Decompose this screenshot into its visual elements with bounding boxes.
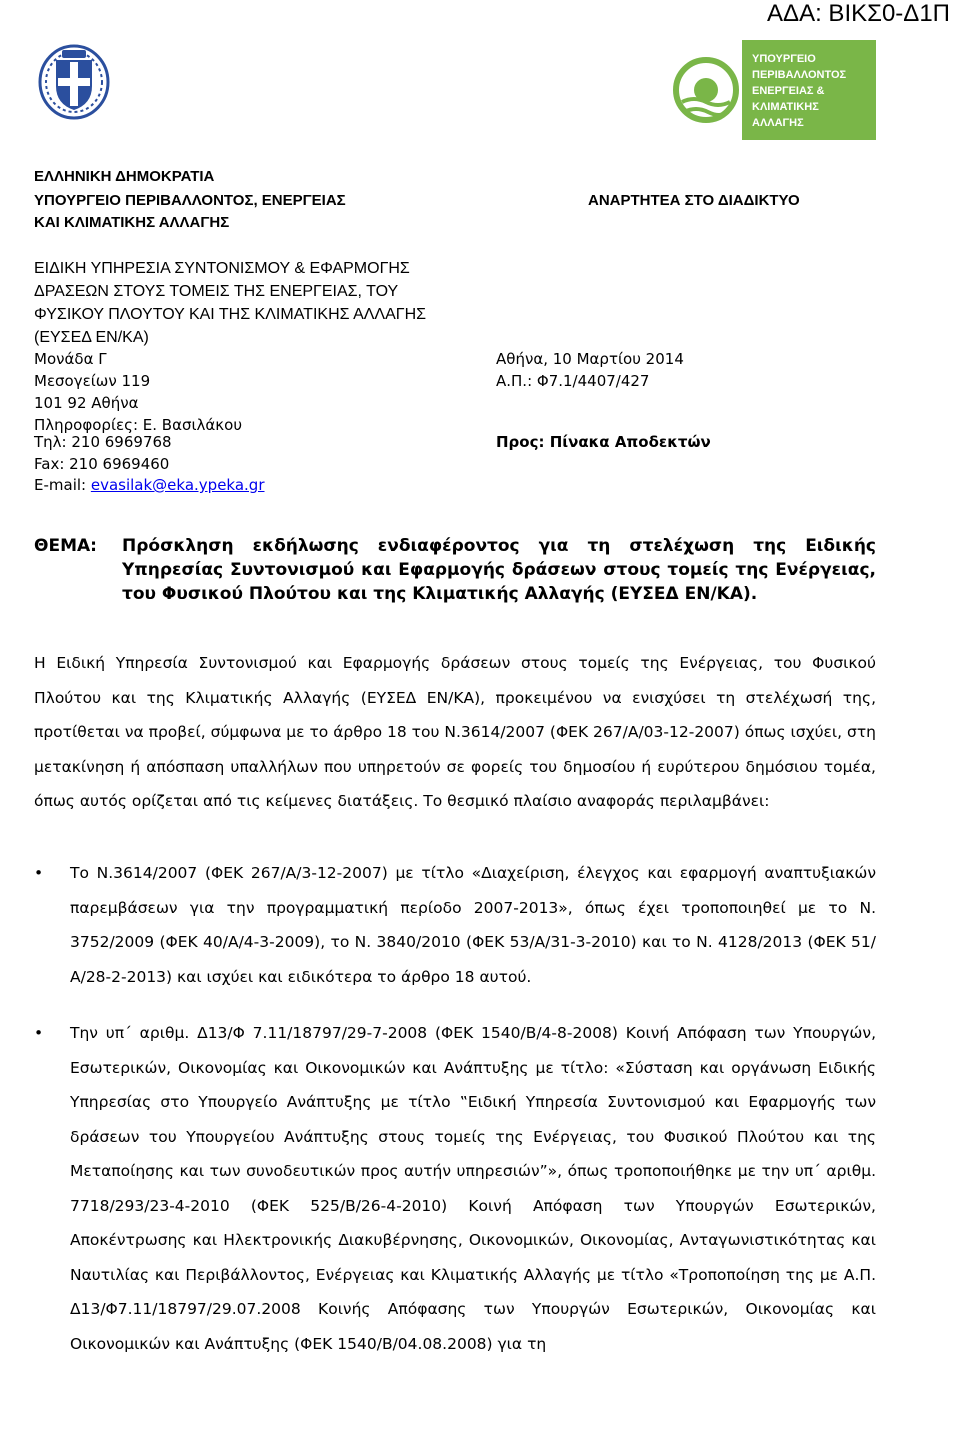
ministry-logo-line: ΠΕΡΙΒΑΛΛΟΝΤΟΣ xyxy=(752,69,847,81)
service-line-2: ΔΡΑΣΕΩΝ ΣΤΟΥΣ ΤΟΜΕΙΣ ΤΗΣ ΕΝΕΡΓΕΙΑΣ, ΤΟΥ xyxy=(34,283,399,300)
subject-label: ΘΕΜΑ: xyxy=(34,536,97,556)
address-city: 101 92 Αθήνα xyxy=(34,394,139,412)
ministry-logo-line: ΥΠΟΥΡΓΕΙΟ xyxy=(752,53,816,65)
ministry-logo-line: ΕΝΕΡΓΕΙΑΣ & xyxy=(752,85,825,97)
list-item-text: Το Ν.3614/2007 (ΦΕΚ 267/Α/3-12-2007) με τίτλο «Διαχείριση, έλεγχος και εφαρμογή αναπτυξιακών παρεμβάσεων για την προγραμματική περίοδο 2007-2013», όπως έχει τροποποιηθεί με το Ν. 3752/2009 (ΦΕΚ 40/Α/4-3-2009), το Ν. 3840/2010 (ΦΕΚ 53/Α/31-3-2010) και το Ν. 4128/2013 (ΦΕΚ 51/Α/28-2-2013) και ισχύει και ειδικότερα το άρθρο 18 αυτού. xyxy=(70,864,876,986)
list-item-text: Την υπ΄ αριθμ. Δ13/Φ 7.11/18797/29-7-2008 (ΦΕΚ 1540/Β/4-8-2008) Κοινή Απόφαση των Υπουργών, Εσωτερικών, Οικονομίας και Οικονομικών και Ανάπτυξης με τίτλο: «Σύσταση και οργάνωση Ειδικής Υπηρεσίας στο Υπουργείο Ανάπτυξης με τίτλο ‟Ειδική Υπηρεσία Συντονισμού και Εφαρμογής των δράσεων του Υπουργείου Ανάπτυξης στους τομείς της Ενέργειας, του Φυσικού Πλούτου και της Μεταποίησης και των συνοδευτικών προς αυτήν υπηρεσιών”», όπως τροποποιήθηκε με την υπ΄ αριθμ. 7718/293/23-4-2010 (ΦΕΚ 525/Β/26-4-2010) Κοινή Απόφαση των Υπουργών Εσωτερικών, Αποκέντρωσης και Ηλεκτρονικής Διακυβέρνησης, Οικονομικών, Οικονομίας, Ανταγωνιστικότητας και Ναυτιλίας και Περιβάλλοντος, Ενέργειας και Κλιματικής Αλλαγής με τίτλο «Τροποποίηση της με Α.Π. Δ13/Φ7.11/18797/29.07.2008 Κοινής Απόφασης των Υπουργών Εσωτερικών, Οικονομίας και Οικονομικών και Ανάπτυξης (ΦΕΚ 1540/Β/04.08.2008) για τη xyxy=(70,1024,876,1353)
greek-coat-of-arms-icon xyxy=(38,40,110,120)
contact-tel: Τηλ: 210 6969768 xyxy=(34,433,172,451)
header-ministry-1: ΥΠΟΥΡΓΕΙΟ ΠΕΡΙΒΑΛΛΟΝΤΟΣ, ΕΝΕΡΓΕΙΑΣ xyxy=(34,192,346,209)
subject-text: Πρόσκληση εκδήλωσης ενδιαφέροντος για τη στελέχωση της Ειδικής Υπηρεσίας Συντονισμού και Εφαρμογής δράσεων στους τομείς της Ενέργειας, του Φυσικού Πλούτου και της Κλιματικής Αλλαγής (ΕΥΣΕΔ ΕΝ/ΚΑ). xyxy=(122,536,876,604)
subject-block xyxy=(34,534,876,606)
service-line-3: ΦΥΣΙΚΟΥ ΠΛΟΥΤΟΥ ΚΑΙ ΤΗΣ ΚΛΙΜΑΤΙΚΗΣ ΑΛΛΑΓΗΣ xyxy=(34,306,427,323)
contact-email-link[interactable]: evasilak@eka.ypeka.gr xyxy=(90,476,265,494)
service-line-4: (ΕΥΣΕΔ ΕΝ/ΚΑ) xyxy=(34,329,149,346)
ministry-logo xyxy=(672,40,876,140)
header-republic: ΕΛΛΗΝΙΚΗ ΔΗΜΟΚΡΑΤΙΑ xyxy=(34,168,215,185)
legal-framework-list xyxy=(34,856,876,1383)
ministry-logo-line: ΑΛΛΑΓΗΣ xyxy=(752,117,804,129)
list-item xyxy=(34,1016,876,1361)
ministry-logo-line: ΚΛΙΜΑΤΙΚΗΣ xyxy=(752,101,819,113)
document-date: Αθήνα, 10 Μαρτίου 2014 xyxy=(496,350,684,368)
address-street: Μεσογείων 119 xyxy=(34,372,151,390)
bullet-icon: • xyxy=(34,1024,44,1042)
ada-code: ΑΔΑ: ΒΙΚΣ0-Δ1Π xyxy=(767,0,950,27)
recipients: Προς: Πίνακα Αποδεκτών xyxy=(496,433,711,451)
body-paragraph: Η Ειδική Υπηρεσία Συντονισμού και Εφαρμογής δράσεων στους τομείς της Ενέργειας, του Φυσικού Πλούτου και της Κλιματικής Αλλαγής (ΕΥΣΕΔ ΕΝ/ΚΑ), προκειμένου να ενισχύσει τη στελέχωσή της, προτίθεται να προβεί, σύμφωνα με το άρθρο 18 του Ν.3614/2007 (ΦΕΚ 267/Α/03-12-2007) όπως ισχύει, στη μετακίνηση ή απόσπαση υπαλλήλων που υπηρετούν σε φορείς του δημοσίου ή ευρύτερου δημόσιου τομέα, όπως αυτός ορίζεται από τις κείμενες διατάξεις. Το θεσμικό πλαίσιο αναφοράς περιλαμβάνει: xyxy=(34,654,877,810)
contact-email-label: E-mail: xyxy=(34,476,91,494)
contact-email-row xyxy=(34,475,265,496)
contact-fax: Fax: 210 6969460 xyxy=(34,455,170,473)
header-ministry-2: ΚΑΙ ΚΛΙΜΑΤΙΚΗΣ ΑΛΛΑΓΗΣ xyxy=(34,214,230,231)
posting-notice: ΑΝΑΡΤΗΤΕΑ ΣΤΟ ΔΙΑΔΙΚΤΥΟ xyxy=(588,192,800,209)
protocol-number: Α.Π.: Φ7.1/4407/427 xyxy=(496,372,650,390)
contact-info: Πληροφορίες: Ε. Βασιλάκου xyxy=(34,416,243,434)
bullet-icon: • xyxy=(34,864,44,882)
list-item xyxy=(34,856,876,994)
service-line-1: ΕΙΔΙΚΗ ΥΠΗΡΕΣΙΑ ΣΥΝΤΟΝΙΣΜΟΥ & ΕΦΑΡΜΟΓΗΣ xyxy=(34,260,410,277)
address-unit: Μονάδα Γ xyxy=(34,350,107,368)
